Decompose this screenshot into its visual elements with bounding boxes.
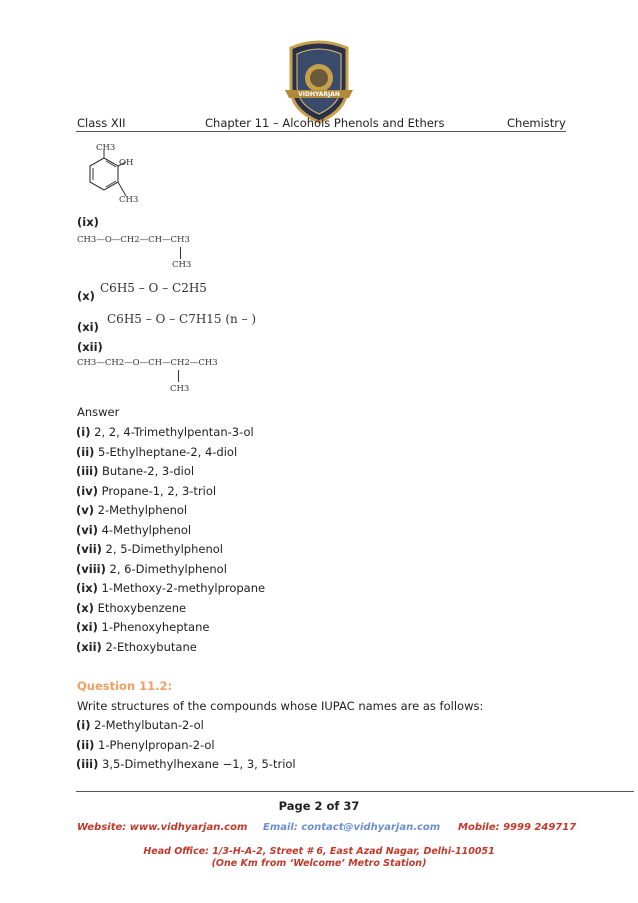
phenol-ch3-bottom: CH3 — [119, 195, 139, 205]
vidhyarjan-logo — [283, 38, 355, 124]
xi-formula: C6H5 – O – C7H15 (n – ) — [107, 312, 257, 326]
office-landmark: (One Km from ‘Welcome’ Metro Station) — [211, 858, 427, 869]
xii-branch: CH3 — [170, 384, 190, 394]
header-class: Class XII — [77, 116, 126, 130]
answer-item: (xii) 2-Ethoxybutane — [76, 640, 197, 654]
ix-branch: CH3 — [172, 260, 192, 270]
ix-chain: CH3—O—CH2—CH—CH3 — [77, 235, 190, 245]
x-formula: C6H5 – O – C2H5 — [100, 281, 207, 295]
question-item: (iii) 3,5-Dimethylhexane −1, 3, 5-triol — [76, 757, 296, 771]
answer-heading: Answer — [77, 405, 120, 419]
question-item: (ii) 1-Phenylpropan-2-ol — [76, 738, 215, 752]
answer-item: (viii) 2, 6-Dimethylphenol — [76, 562, 227, 576]
footer-mobile: Mobile: 9999 249717 — [458, 822, 577, 833]
label-xi: (xi) — [77, 320, 99, 334]
answer-item: (vi) 4-Methylphenol — [76, 523, 192, 537]
phenol-ch3-top: CH3 — [96, 143, 116, 153]
answer-item: (xi) 1-Phenoxyheptane — [76, 620, 210, 634]
answer-item: (vii) 2, 5-Dimethylphenol — [76, 542, 223, 556]
answer-item: (iv) Propane-1, 2, 3-triol — [76, 484, 217, 498]
label-ix: (ix) — [77, 215, 99, 229]
answer-item: (i) 2, 2, 4-Trimethylpentan-3-ol — [76, 425, 254, 439]
header-subject: Chemistry — [507, 116, 566, 130]
answer-item: (x) Ethoxybenzene — [76, 601, 187, 615]
footer-email[interactable]: Email: contact@vidhyarjan.com — [263, 822, 441, 833]
phenol-oh: OH — [119, 158, 134, 168]
header-chapter: Chapter 11 – Alcohols Phenols and Ethers — [205, 116, 445, 130]
page-number: Page 2 of 37 — [278, 799, 360, 813]
footer-website[interactable]: Website: www.vidhyarjan.com — [77, 822, 248, 833]
question-title: Question 11.2: — [77, 679, 173, 693]
footer-divider — [76, 791, 634, 792]
answer-item: (iii) Butane-2, 3-diol — [76, 464, 195, 478]
header-divider — [76, 131, 566, 132]
answer-item: (v) 2-Methylphenol — [76, 503, 188, 517]
question-text: Write structures of the compounds whose IUPAC names are as follows: — [77, 699, 484, 713]
label-xii: (xii) — [77, 340, 103, 354]
logo-text: VIDHYARJAN — [298, 91, 340, 98]
xii-branch-bond — [178, 370, 179, 382]
label-x: (x) — [77, 289, 95, 303]
office-address: Head Office: 1/3-H-A-2, Street # 6, East Azad Nagar, Delhi-110051 — [143, 846, 495, 857]
answer-item: (ii) 5-Ethylheptane-2, 4-diol — [76, 445, 238, 459]
ix-branch-bond — [180, 247, 181, 259]
xii-chain: CH3—CH2—O—CH—CH2—CH3 — [77, 358, 218, 368]
answer-item: (ix) 1-Methoxy-2-methylpropane — [76, 581, 266, 595]
question-item: (i) 2-Methylbutan-2-ol — [76, 718, 204, 732]
